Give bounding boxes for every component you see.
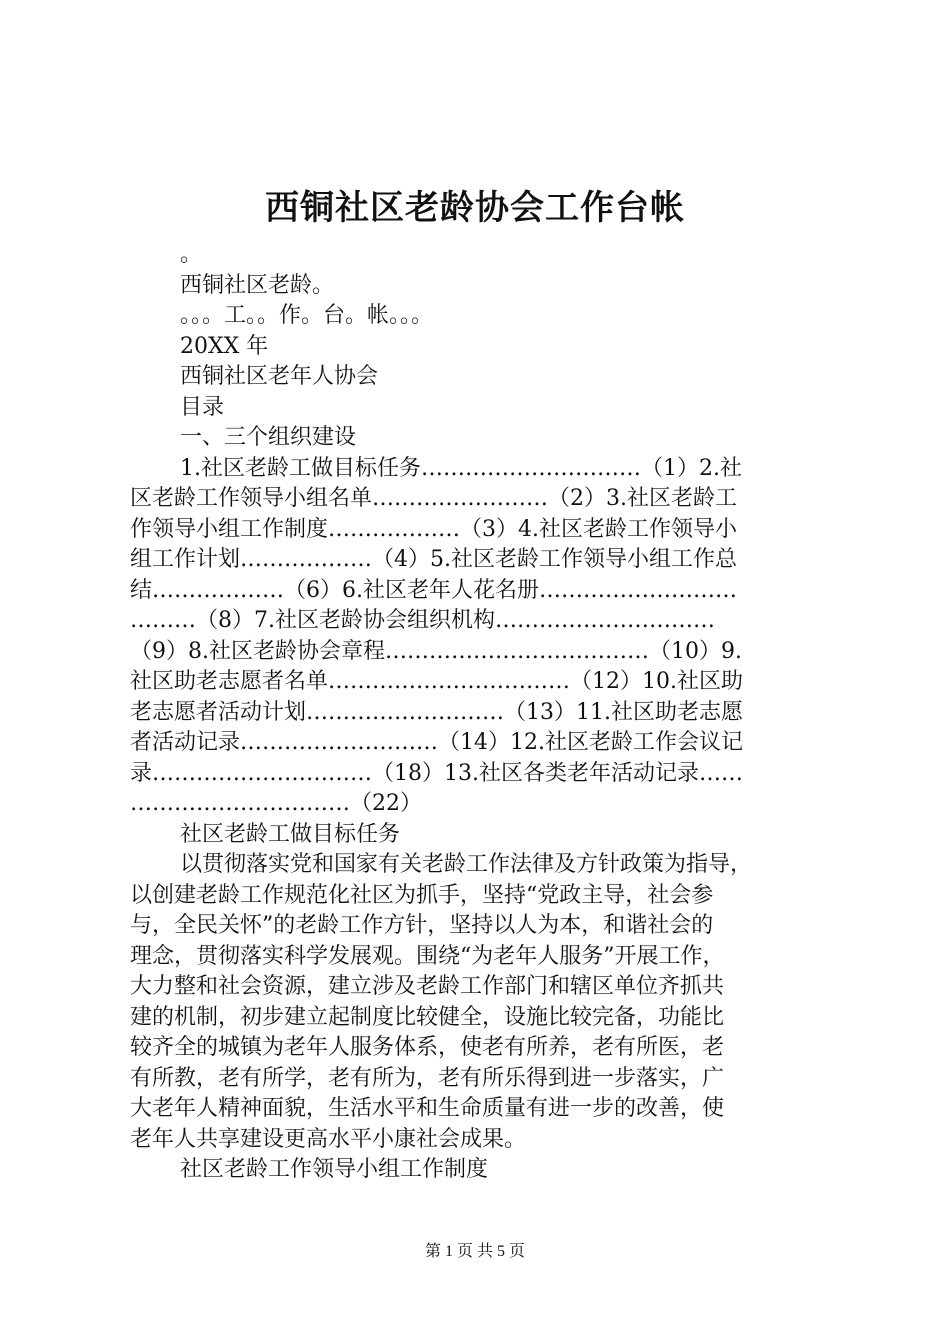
toc-section-heading: 一、三个组织建设 xyxy=(180,425,357,450)
toc-line: 组工作计划………………（4）5.社区老龄工作领导小组工作总 xyxy=(130,547,737,572)
section-heading: 社区老龄工做目标任务 xyxy=(180,821,401,847)
paragraph-line: 与，全民关怀”的老龄工作方针，坚持以人为本，和谐社会的 xyxy=(130,913,714,938)
paragraph-line: 有所教，老有所学，老有所为，老有所乐得到进一步落实，广 xyxy=(130,1065,725,1091)
toc-line: 1.社区老龄工做目标任务…………………………（1）2.社 xyxy=(180,455,742,481)
paragraph-line: 较齐全的城镇为老年人服务体系，使老有所养，老有所医，老 xyxy=(130,1035,725,1060)
toc-line: 结………………（6）6.社区老年人花名册……………………… xyxy=(130,577,737,603)
cover-line: 西铜社区老龄。 xyxy=(180,272,335,298)
toc-line: （9）8.社区老龄协会章程………………………………（10）9. xyxy=(130,638,742,664)
toc-line: 录…………………………（18）13.社区各类老年活动记录…… xyxy=(130,760,743,786)
paragraph-line: 大老年人精神面貌，生活水平和生命质量有进一步的改善，使 xyxy=(130,1096,725,1121)
document-title: 西铜社区老龄协会工作台帐 xyxy=(265,188,685,228)
cover-line: 西铜社区老年人协会 xyxy=(180,364,379,389)
toc-line: 作领导小组工作制度………………（3）4.社区老龄工作领导小 xyxy=(130,516,737,542)
paragraph-line: 建的机制，初步建立起制度比较健全，设施比较完备，功能比 xyxy=(130,1004,725,1030)
toc-line: ………（8）7.社区老龄协会组织机构………………………… xyxy=(130,608,715,633)
toc-line: 区老龄工作领导小组名单……………………（2）3.社区老龄工 xyxy=(130,486,737,511)
toc-line: 者活动记录………………………（14）12.社区老龄工作会议记 xyxy=(130,730,743,755)
paragraph-line: 大力整和社会资源，建立涉及老龄工作部门和辖区单位齐抓共 xyxy=(130,974,725,999)
toc-line: …………………………（22） xyxy=(130,791,422,816)
toc-line: 社区助老志愿者名单……………………………（12）10.社区助 xyxy=(130,669,743,694)
cover-line: 。。。工。。作。台。帐。。。 xyxy=(180,303,434,328)
cover-line: 。 xyxy=(180,242,203,267)
paragraph-line: 老年人共享建设更高水平小康社会成果。 xyxy=(130,1126,527,1152)
toc-line: 老志愿者活动计划………………………（13）11.社区助老志愿 xyxy=(130,699,743,725)
toc-heading: 目录 xyxy=(180,394,225,420)
paragraph-line: 理念，贯彻落实科学发展观。围绕“为老年人服务”开展工作， xyxy=(130,943,725,969)
document-body xyxy=(130,240,830,1186)
section-heading: 社区老龄工作领导小组工作制度 xyxy=(180,1157,489,1182)
page-number: 第 1 页 共 5 页 xyxy=(424,1243,525,1260)
paragraph-line: 以贯彻落实党和国家有关老龄工作法律及方针政策为指导， xyxy=(180,852,753,877)
paragraph-line: 以创建老龄工作规范化社区为抓手，坚持“党政主导，社会参 xyxy=(130,882,714,908)
cover-line: 20XX 年 xyxy=(180,333,269,359)
